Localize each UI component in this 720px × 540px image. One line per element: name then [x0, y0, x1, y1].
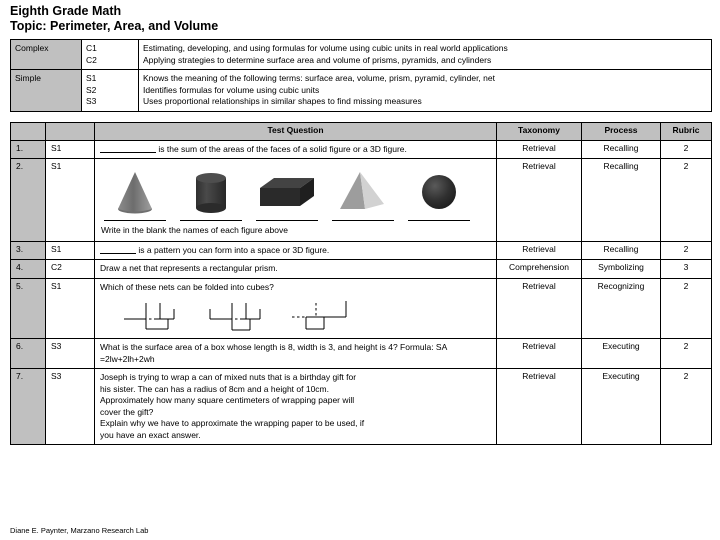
row-rubric: 2 — [661, 241, 712, 260]
table-row — [11, 140, 712, 159]
row-taxonomy: Retrieval — [497, 140, 582, 159]
row-process: Recognizing — [582, 278, 661, 339]
table-row — [11, 241, 712, 260]
answer-blank[interactable] — [256, 219, 318, 221]
row-code: C2 — [46, 260, 95, 279]
standards-code: C1 — [86, 43, 97, 53]
row-question — [95, 159, 497, 242]
row-number: 3. — [11, 241, 46, 260]
row-question — [95, 140, 497, 159]
title-topic: Topic: Perimeter, Area, and Volume — [10, 19, 219, 33]
header-process: Process — [582, 122, 661, 140]
table-row — [11, 159, 712, 242]
standards-codes-complex — [82, 40, 139, 70]
standards-description: Uses proportional relationships in similar shapes to find missing measures — [143, 96, 422, 106]
row-process: Recalling — [582, 241, 661, 260]
row-process: Recalling — [582, 140, 661, 159]
cube-net-icon[interactable] — [122, 299, 188, 333]
answer-blank[interactable] — [104, 219, 166, 221]
row-process: Symbolizing — [582, 260, 661, 279]
cone-figure — [104, 164, 166, 216]
solid-figures-group — [104, 164, 491, 216]
row-number: 6. — [11, 339, 46, 369]
question-text: Joseph is trying to wrap a can of mixed nuts that is a birthday gift for — [100, 372, 357, 382]
table-row — [11, 369, 712, 445]
standards-description: Estimating, developing, and using formulas for volume using cubic units in real world applications — [143, 43, 508, 53]
cube-net-icon[interactable] — [206, 299, 272, 333]
question-text: his sister. The can has a radius of 8cm and a height of 10cm. — [100, 383, 329, 394]
sphere-figure — [408, 164, 470, 216]
standards-code: C2 — [86, 54, 97, 65]
standards-code: S2 — [86, 84, 97, 95]
standards-codes-simple — [82, 70, 139, 112]
row-code: S1 — [46, 140, 95, 159]
row-taxonomy: Retrieval — [497, 241, 582, 260]
row-question — [95, 241, 497, 260]
row-code: S3 — [46, 339, 95, 369]
row-taxonomy: Retrieval — [497, 339, 582, 369]
sphere-icon — [417, 166, 461, 216]
header-number — [11, 122, 46, 140]
row-number: 7. — [11, 369, 46, 445]
answer-blank[interactable] — [408, 219, 470, 221]
footer-credit: Diane E. Paynter, Marzano Research Lab — [10, 526, 149, 535]
row-process: Executing — [582, 369, 661, 445]
row-code: S1 — [46, 278, 95, 339]
row-rubric: 2 — [661, 369, 712, 445]
row-question: Draw a net that represents a rectangular prism. — [95, 260, 497, 279]
standards-descriptions-complex — [139, 40, 712, 70]
answer-blank[interactable] — [100, 152, 156, 153]
pyramid-figure — [332, 164, 394, 216]
cylinder-figure — [180, 164, 242, 216]
standards-level-complex: Complex — [11, 40, 82, 70]
page-title — [10, 4, 712, 34]
question-text: cover the gift? — [100, 406, 154, 417]
row-question — [95, 369, 497, 445]
row-taxonomy: Comprehension — [497, 260, 582, 279]
row-taxonomy: Retrieval — [497, 369, 582, 445]
standards-description: Identifies formulas for volume using cubic units — [143, 84, 320, 95]
standards-description: Applying strategies to determine surface area and volume of prisms, pyramids, and cylinders — [143, 54, 492, 65]
row-number: 4. — [11, 260, 46, 279]
standards-row-complex — [11, 40, 712, 70]
cube-net-icon[interactable] — [290, 299, 356, 333]
row-process: Executing — [582, 339, 661, 369]
row-code: S3 — [46, 369, 95, 445]
header-code — [46, 122, 95, 140]
row-code: S1 — [46, 241, 95, 260]
row-taxonomy: Retrieval — [497, 159, 582, 242]
row-rubric: 2 — [661, 140, 712, 159]
question-text: is a pattern you can form into a space or 3D figure. — [136, 244, 330, 255]
standards-descriptions-simple — [139, 70, 712, 112]
answer-blank[interactable] — [180, 219, 242, 221]
cylinder-icon — [188, 166, 234, 216]
cube-nets-group — [122, 299, 491, 333]
table-row — [11, 339, 712, 369]
standards-code: S1 — [86, 73, 97, 83]
question-text: Explain why we have to approximate the wrapping paper to be used, if — [100, 418, 365, 428]
table-row — [11, 278, 712, 339]
header-rubric: Rubric — [661, 122, 712, 140]
title-grade: Eighth Grade Math — [10, 4, 122, 18]
cone-icon — [107, 166, 163, 216]
header-question: Test Question — [95, 122, 497, 140]
question-text: Approximately how many square centimeters of wrapping paper will — [100, 395, 355, 405]
table-row — [11, 260, 712, 279]
pyramid-icon — [334, 166, 392, 216]
standards-table — [10, 39, 712, 112]
question-text: Which of these nets can be folded into cubes? — [100, 281, 274, 292]
standards-code: S3 — [86, 96, 97, 106]
row-code: S1 — [46, 159, 95, 242]
answer-blank[interactable] — [332, 219, 394, 221]
header-taxonomy: Taxonomy — [497, 122, 582, 140]
row-rubric: 2 — [661, 159, 712, 242]
figure-answer-blanks — [104, 219, 491, 221]
row-number: 1. — [11, 140, 46, 159]
row-rubric: 2 — [661, 339, 712, 369]
row-rubric: 3 — [661, 260, 712, 279]
figure-caption: Write in the blank the names of each figure above — [101, 225, 288, 235]
row-question — [95, 278, 497, 339]
row-rubric: 2 — [661, 278, 712, 339]
question-text: you have an exact answer. — [100, 429, 201, 440]
row-question: What is the surface area of a box whose length is 8, width is 3, and height is 4? Formula: SA =2lw+2lh+2wh — [95, 339, 497, 369]
rectangular-prism-icon — [256, 166, 318, 216]
rectangular-prism-figure — [256, 164, 318, 216]
table-header-row — [11, 122, 712, 140]
row-process: Recalling — [582, 159, 661, 242]
test-question-table — [10, 122, 712, 446]
row-number: 2. — [11, 159, 46, 242]
standards-row-simple — [11, 70, 712, 112]
row-number: 5. — [11, 278, 46, 339]
standards-level-simple: Simple — [11, 70, 82, 112]
standards-description: Knows the meaning of the following terms: surface area, volume, prism, pyramid, cylinder, net — [143, 73, 495, 83]
question-text: is the sum of the areas of the faces of a solid figure or a 3D figure. — [156, 143, 407, 154]
row-taxonomy: Retrieval — [497, 278, 582, 339]
answer-blank[interactable] — [100, 253, 136, 254]
